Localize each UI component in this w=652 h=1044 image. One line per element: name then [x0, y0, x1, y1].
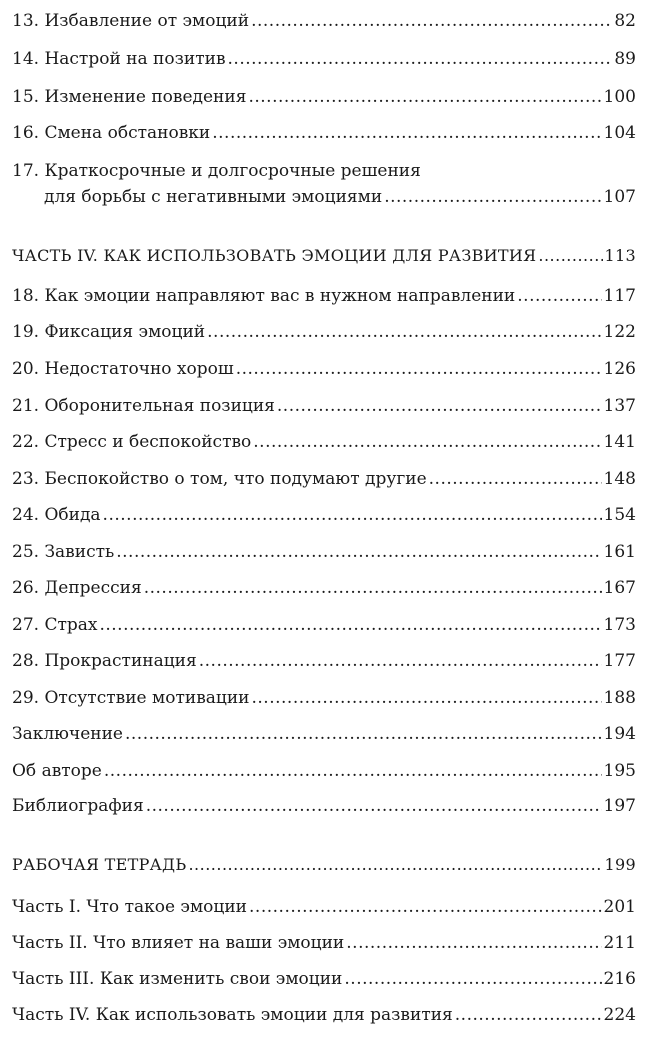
toc-entry — [12, 464, 636, 494]
toc-leader-dots — [252, 683, 602, 713]
toc-entry — [12, 719, 636, 749]
toc-entry-page: 197 — [603, 796, 636, 816]
toc-leader-dots — [228, 44, 613, 74]
toc-leader-dots — [99, 610, 601, 640]
toc-entry-page: 137 — [603, 396, 636, 416]
toc-entry-page: 113 — [604, 246, 636, 265]
toc-entry — [12, 1000, 636, 1030]
toc-leader-dots — [103, 500, 602, 530]
toc-entry-page: 195 — [603, 761, 636, 781]
toc-leader-dots — [277, 391, 602, 421]
toc-entry — [12, 6, 636, 36]
toc-leader-dots — [253, 427, 601, 457]
toc-part-heading — [12, 850, 636, 880]
toc-entry-page: 201 — [603, 897, 636, 917]
toc-leader-dots — [146, 791, 602, 821]
toc-entry-title: 19. Фиксация эмоций — [12, 322, 206, 342]
toc-entry — [12, 756, 636, 786]
toc-entry-page: 82 — [614, 11, 636, 31]
toc-entry-page: 141 — [603, 432, 636, 452]
toc-entry — [12, 44, 636, 74]
toc-entry — [12, 500, 636, 530]
toc-leader-dots — [236, 354, 602, 384]
toc-leader-dots — [212, 118, 601, 148]
toc-entry-title: 25. Зависть — [12, 542, 115, 562]
toc-entry — [12, 610, 636, 640]
toc-entry-page: 148 — [603, 469, 636, 489]
toc-entry-title: Библиография — [12, 796, 144, 816]
toc-leader-dots — [346, 928, 601, 958]
toc-entry-title: ЧАСТЬ IV. КАК ИСПОЛЬЗОВАТЬ ЭМОЦИИ ДЛЯ РАЗВИТИЯ — [12, 246, 537, 265]
toc-leader-dots — [384, 182, 601, 212]
toc-entry-page: 100 — [603, 87, 636, 107]
toc-entry-title: 20. Недостаточно хорош — [12, 359, 234, 379]
toc-entry-title: РАБОЧАЯ ТЕТРАДЬ — [12, 855, 187, 874]
toc-entry-title: 23. Беспокойство о том, что подумают другие — [12, 469, 427, 489]
toc-entry-page: 167 — [603, 578, 636, 598]
toc-entry — [12, 82, 636, 112]
toc-entry — [12, 182, 636, 212]
toc-entry — [12, 683, 636, 713]
toc-leader-dots — [538, 241, 602, 271]
toc-entry-page: 89 — [614, 49, 636, 69]
toc-entry-page: 211 — [603, 933, 636, 953]
toc-entry-page: 177 — [603, 651, 636, 671]
toc-entry-page: 122 — [603, 322, 636, 342]
toc-entry — [12, 646, 636, 676]
toc-leader-dots — [455, 1000, 602, 1030]
toc-entry — [12, 964, 636, 994]
toc-entry-title: 14. Настрой на позитив — [12, 49, 226, 69]
toc-entry — [12, 281, 636, 311]
toc-entry-page: 126 — [603, 359, 636, 379]
toc-entry-title: Заключение — [12, 724, 123, 744]
toc-leader-dots — [144, 573, 602, 603]
toc-leader-dots — [248, 82, 601, 112]
toc-leader-dots — [517, 281, 601, 311]
toc-entry-page: 173 — [603, 615, 636, 635]
toc-entry-title: 29. Отсутствие мотивации — [12, 688, 250, 708]
toc-entry — [12, 537, 636, 567]
toc-leader-dots — [125, 719, 602, 749]
toc-leader-dots — [207, 317, 601, 347]
toc-entry-title: Часть II. Что влияет на ваши эмоции — [12, 933, 345, 953]
toc-entry — [12, 928, 636, 958]
toc-entry-page: 199 — [604, 855, 636, 874]
toc-entry-title: 18. Как эмоции направляют вас в нужном направлении — [12, 286, 516, 306]
toc-entry — [12, 354, 636, 384]
toc-entry-page: 104 — [603, 123, 636, 143]
toc-entry-title: 24. Обида — [12, 505, 101, 525]
toc-leader-dots — [344, 964, 601, 994]
toc-entry-page: 216 — [603, 969, 636, 989]
toc-leader-dots — [249, 892, 602, 922]
toc-entry-page: 161 — [603, 542, 636, 562]
toc-entry-title: 16. Смена обстановки — [12, 123, 211, 143]
toc-leader-dots — [188, 850, 602, 880]
toc-entry-title: Часть III. Как изменить свои эмоции — [12, 969, 343, 989]
toc-entry-page: 107 — [603, 187, 636, 207]
toc-entry-title: Часть I. Что такое эмоции — [12, 897, 248, 917]
toc-entry-page: 188 — [603, 688, 636, 708]
toc-entry-page: 194 — [603, 724, 636, 744]
toc-entry — [12, 317, 636, 347]
toc-entry-title: 22. Стресс и беспокойство — [12, 432, 252, 452]
toc-entry-title: 27. Страх — [12, 615, 98, 635]
toc-entry-title: 13. Избавление от эмоций — [12, 11, 250, 31]
toc-entry-title: для борьбы с негативными эмоциями — [44, 187, 383, 207]
toc-entry-page: 224 — [603, 1005, 636, 1025]
toc-entry-title: Часть IV. Как использовать эмоции для развития — [12, 1005, 453, 1025]
toc-entry-page: 117 — [603, 286, 636, 306]
toc-leader-dots — [429, 464, 602, 494]
toc-part-heading — [12, 241, 636, 271]
toc-entry — [12, 118, 636, 148]
toc-entry-page: 154 — [603, 505, 636, 525]
toc-entry-title: 21. Оборонительная позиция — [12, 396, 275, 416]
toc-entry-title: Об авторе — [12, 761, 102, 781]
toc-leader-dots — [116, 537, 601, 567]
toc-entry — [12, 573, 636, 603]
toc-entry — [12, 427, 636, 457]
toc-leader-dots — [104, 756, 602, 786]
toc-entry-title: 26. Депрессия — [12, 578, 142, 598]
toc-leader-dots — [199, 646, 602, 676]
toc-entry-title-line1: 17. Краткосрочные и долгосрочные решения — [12, 161, 421, 181]
toc-entry — [12, 892, 636, 922]
toc-leader-dots — [251, 6, 612, 36]
toc-entry-title: 28. Прокрастинация — [12, 651, 197, 671]
toc-entry — [12, 791, 636, 821]
toc-entry — [12, 391, 636, 421]
toc-entry-title: 15. Изменение поведения — [12, 87, 247, 107]
